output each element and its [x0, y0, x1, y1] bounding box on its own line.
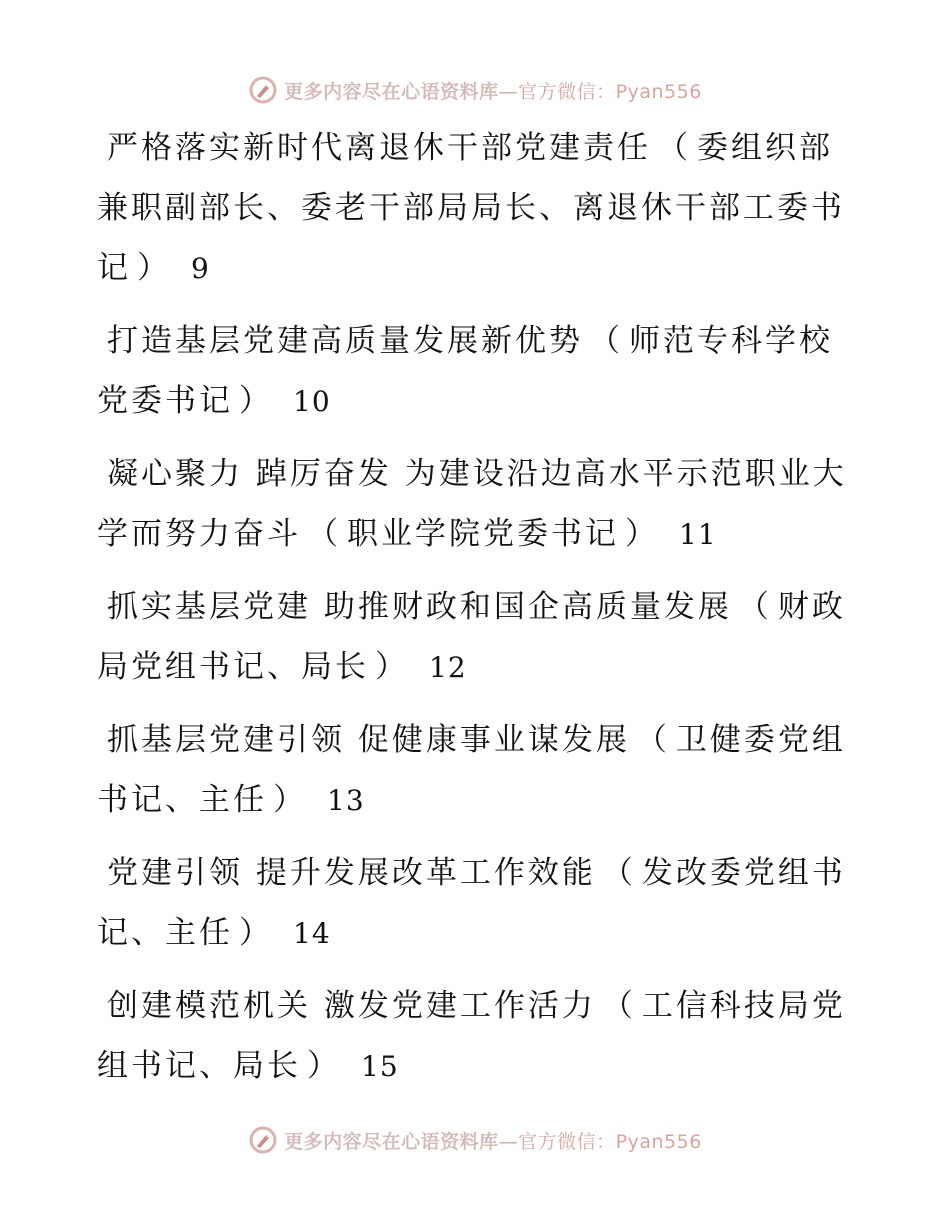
entry-title: 严格落实新时代离退休干部党建责任 [107, 130, 651, 166]
toc-entry: 抓实基层党建 助推财政和国企高质量发展 （ 财政局党组书记、局长 ） 12 [97, 589, 846, 685]
entry-role: 财政局党组书记、局长 [97, 589, 846, 685]
entry-role: 发改委党组书记、主任 [97, 855, 846, 951]
toc-entry: 党建引领 提升发展改革工作效能 （ 发改委党组书记、主任 ） 14 [97, 855, 846, 951]
entry-page-number: 9 [191, 252, 210, 285]
entry-title: 抓实基层党建 助推财政和国企高质量发展 [107, 589, 732, 625]
entry-page-number: 10 [293, 385, 331, 418]
entry-page-number: 12 [429, 651, 467, 684]
watermark-footer [0, 1120, 950, 1160]
pen-nib-circle-icon [248, 75, 278, 105]
entry-role: 师范专科学校党委书记 [97, 323, 833, 419]
entry-title: 创建模范机关 激发党建工作活力 [107, 988, 596, 1024]
entry-role: 卫健委党组书记、主任 [97, 722, 846, 818]
table-of-contents [97, 118, 857, 1109]
entry-role: 工信科技局党组书记、局长 [97, 988, 846, 1084]
entry-role: 职业学院党委书记 [347, 516, 619, 552]
pen-nib-circle-icon [248, 1125, 278, 1155]
entry-role: 委组织部兼职副部长、委老干部局局长、离退休干部工委书记 [97, 130, 845, 286]
entry-title: 党建引领 提升发展改革工作效能 [107, 855, 596, 891]
entry-title: 凝心聚力 踔厉奋发 为建设沿边高水平示范职业大学而努力奋斗 [97, 456, 847, 552]
entry-title: 抓基层党建引领 促健康事业谋发展 [107, 722, 630, 758]
entry-page-number: 11 [679, 518, 717, 551]
entry-page-number: 13 [327, 784, 365, 817]
watermark-text: 更多内容尽在心语资料库—官方微信：Pyan556 [284, 80, 702, 103]
entry-page-number: 14 [293, 917, 331, 950]
entry-page-number: 15 [361, 1050, 399, 1083]
toc-entry: 凝心聚力 踔厉奋发 为建设沿边高水平示范职业大学而努力奋斗 （ 职业学院党委书记 ） 11 [97, 456, 847, 552]
toc-entry: 创建模范机关 激发党建工作活力 （ 工信科技局党组书记、局长 ） 15 [97, 988, 846, 1084]
watermark-text: 更多内容尽在心语资料库—官方微信：Pyan556 [284, 1130, 702, 1153]
toc-entry: 严格落实新时代离退休干部党建责任 （ 委组织部兼职副部长、委老干部局局长、离退休干部工委书记 ） 9 [97, 130, 845, 286]
entry-title: 打造基层党建高质量发展新优势 [107, 323, 583, 359]
toc-entry: 抓基层党建引领 促健康事业谋发展 （ 卫健委党组书记、主任 ） 13 [97, 722, 846, 818]
watermark-header [0, 70, 950, 110]
toc-entry: 打造基层党建高质量发展新优势 （ 师范专科学校党委书记 ） 10 [97, 323, 833, 419]
